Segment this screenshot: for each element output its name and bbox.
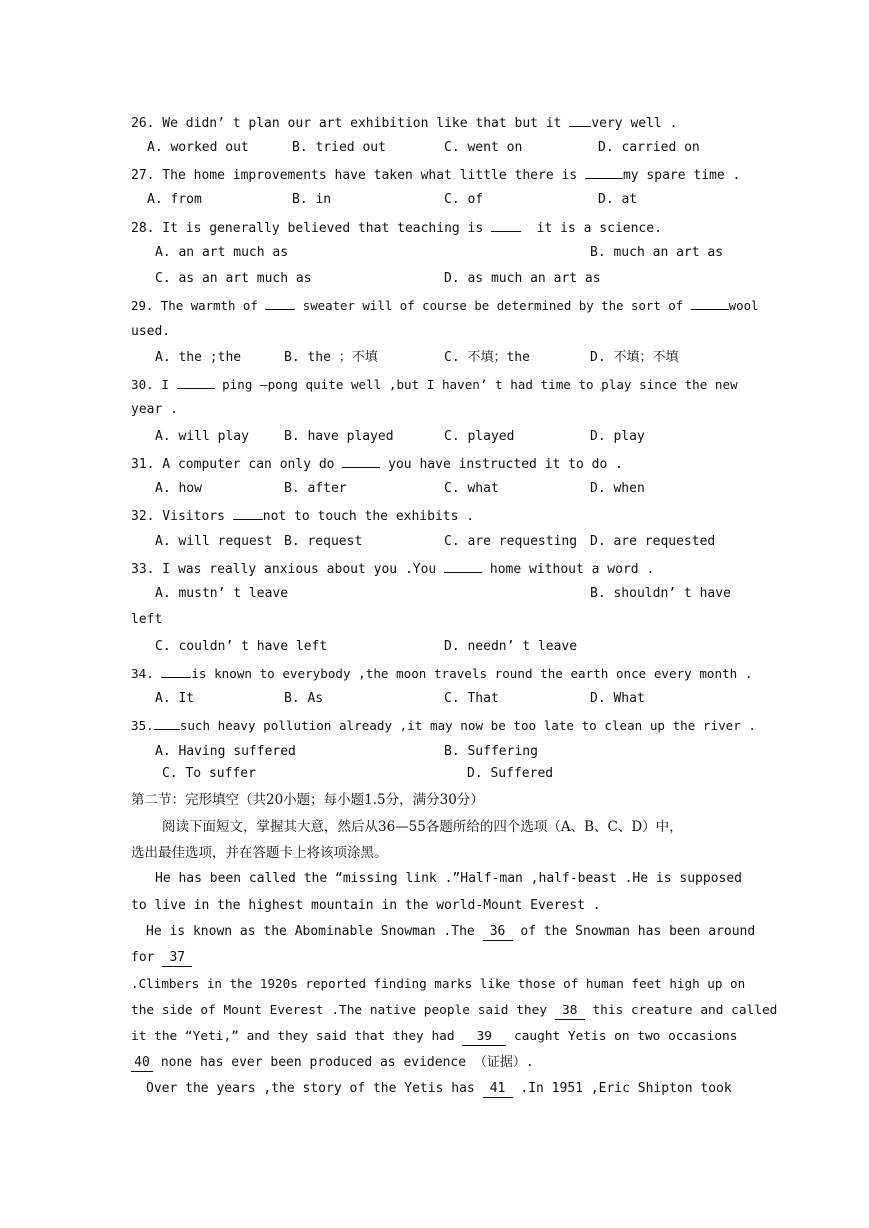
option-a: A. how — [155, 481, 202, 496]
cloze-blank-39: 39 — [462, 1029, 506, 1046]
option-d: D. carried on — [598, 140, 700, 155]
passage-line: it the “Yeti,” and they said that they had 39 caught Yetis on two occasions — [131, 1029, 738, 1044]
option-d: D. play — [590, 429, 645, 444]
option-d: D. 不填；不填 — [590, 350, 679, 365]
answer-blank — [177, 376, 215, 389]
question-30-stem: 30. I ping —pong quite well ,but I haven’ t had time to play since the new — [131, 377, 738, 392]
option-d: D. What — [590, 691, 645, 706]
question-29-stem-cont: used. — [131, 324, 171, 339]
option-c: C. couldn’ t have left — [155, 639, 328, 654]
option-b: B. have played — [284, 429, 394, 444]
option-b: B. tried out — [292, 140, 386, 155]
passage-line: He has been called the “missing link .”Half-man ,half-beast .He is supposed — [155, 871, 742, 886]
passage-line: He is known as the Abominable Snowman .The 36 of the Snowman has been around — [146, 924, 756, 939]
question-28-stem: 28. It is generally believed that teaching is it is a science. — [131, 221, 662, 236]
option-c: C. as an art much as — [155, 271, 312, 286]
answer-blank — [161, 665, 191, 678]
option-a: A. worked out — [147, 140, 249, 155]
option-c: C. 不填；the — [444, 350, 530, 365]
option-d: D. are requested — [590, 534, 716, 549]
option-c: C. went on — [444, 140, 523, 155]
answer-blank — [585, 166, 623, 179]
option-b: B. As — [284, 691, 324, 706]
option-b: B. request — [284, 534, 363, 549]
cloze-blank-38: 38 — [555, 1003, 585, 1020]
option-d: D. Suffered — [467, 766, 554, 781]
option-b: B. in — [292, 192, 332, 207]
passage-line: for 37 — [131, 950, 192, 967]
option-c: C. are requesting — [444, 534, 578, 549]
question-26-stem: 26. We didn’ t plan our art exhibition like that but it very well . — [131, 116, 678, 131]
answer-blank — [691, 297, 729, 310]
option-c: C. of — [444, 192, 484, 207]
section-instructions-cont: 选出最佳选项，并在答题卡上将该项涂黑。 — [131, 845, 388, 861]
cloze-blank-40: 40 — [131, 1055, 153, 1072]
passage-line: to live in the highest mountain in the world-Mount Everest . — [131, 898, 601, 913]
option-a: A. the ;the — [155, 350, 242, 365]
question-27-stem: 27. The home improvements have taken what little there is my spare time . — [131, 168, 741, 183]
question-29-stem: 29. The warmth of sweater will of course be determined by the sort of wool — [131, 298, 759, 313]
option-b: B. much an art as — [590, 245, 724, 260]
option-c: C. That — [444, 691, 499, 706]
answer-blank — [444, 560, 482, 573]
question-34-stem: 34. is known to everybody ,the moon travels round the earth once every month . — [131, 666, 753, 681]
cloze-blank-41: 41 — [483, 1081, 513, 1098]
passage-line: .Climbers in the 1920s reported finding marks like those of human feet high up on — [131, 976, 746, 991]
question-35-stem: 35. such heavy pollution already ,it may now be too late to clean up the river . — [131, 718, 756, 733]
option-c: C. played — [444, 429, 515, 444]
option-a: A. from — [147, 192, 202, 207]
section-instructions: 阅读下面短文，掌握其大意，然后从36—55各题所给的四个选项（A、B、C、D）中， — [162, 819, 683, 835]
section-heading: 第二节：完形填空（共20小题；每小题1.5分，满分30分） — [131, 792, 484, 808]
answer-blank — [233, 507, 263, 520]
answer-blank — [342, 455, 380, 468]
option-a: A. an art much as — [155, 245, 289, 260]
option-a: A. mustn’ t leave — [155, 586, 289, 601]
option-a: A. will play — [155, 429, 249, 444]
cloze-blank-36: 36 — [483, 924, 513, 941]
passage-line: the side of Mount Everest .The native people said they 38 this creature and called — [131, 1003, 778, 1018]
option-d: D. at — [598, 192, 638, 207]
option-b-wrap: left — [131, 612, 163, 627]
answer-blank — [569, 114, 591, 127]
option-d: D. when — [590, 481, 645, 496]
passage-line: Over the years ,the story of the Yetis has 41 .In 1951 ,Eric Shipton took — [146, 1081, 732, 1096]
option-b: B. after — [284, 481, 347, 496]
question-30-stem-cont: year . — [131, 402, 178, 417]
cloze-blank-37: 37 — [162, 950, 192, 967]
option-d: D. needn’ t leave — [444, 639, 578, 654]
question-33-stem: 33. I was really anxious about you .You home without a word . — [131, 562, 655, 577]
answer-blank — [265, 297, 295, 310]
question-31-stem: 31. A computer can only do you have instructed it to do . — [131, 457, 623, 472]
option-b: B. shouldn’ t have — [590, 586, 731, 601]
option-a: A. It — [155, 691, 195, 706]
option-a: A. Having suffered — [155, 744, 296, 759]
option-d: D. as much an art as — [444, 271, 601, 286]
option-a: A. will request — [155, 534, 273, 549]
question-32-stem: 32. Visitors not to touch the exhibits . — [131, 509, 475, 524]
passage-line: 40 none has ever been produced as evidence （证据）. — [131, 1055, 534, 1072]
option-c: C. To suffer — [162, 766, 256, 781]
answer-blank — [491, 219, 521, 232]
option-b: B. the ；不填 — [284, 350, 378, 365]
option-c: C. what — [444, 481, 499, 496]
answer-blank — [154, 717, 180, 730]
option-b: B. Suffering — [444, 744, 538, 759]
